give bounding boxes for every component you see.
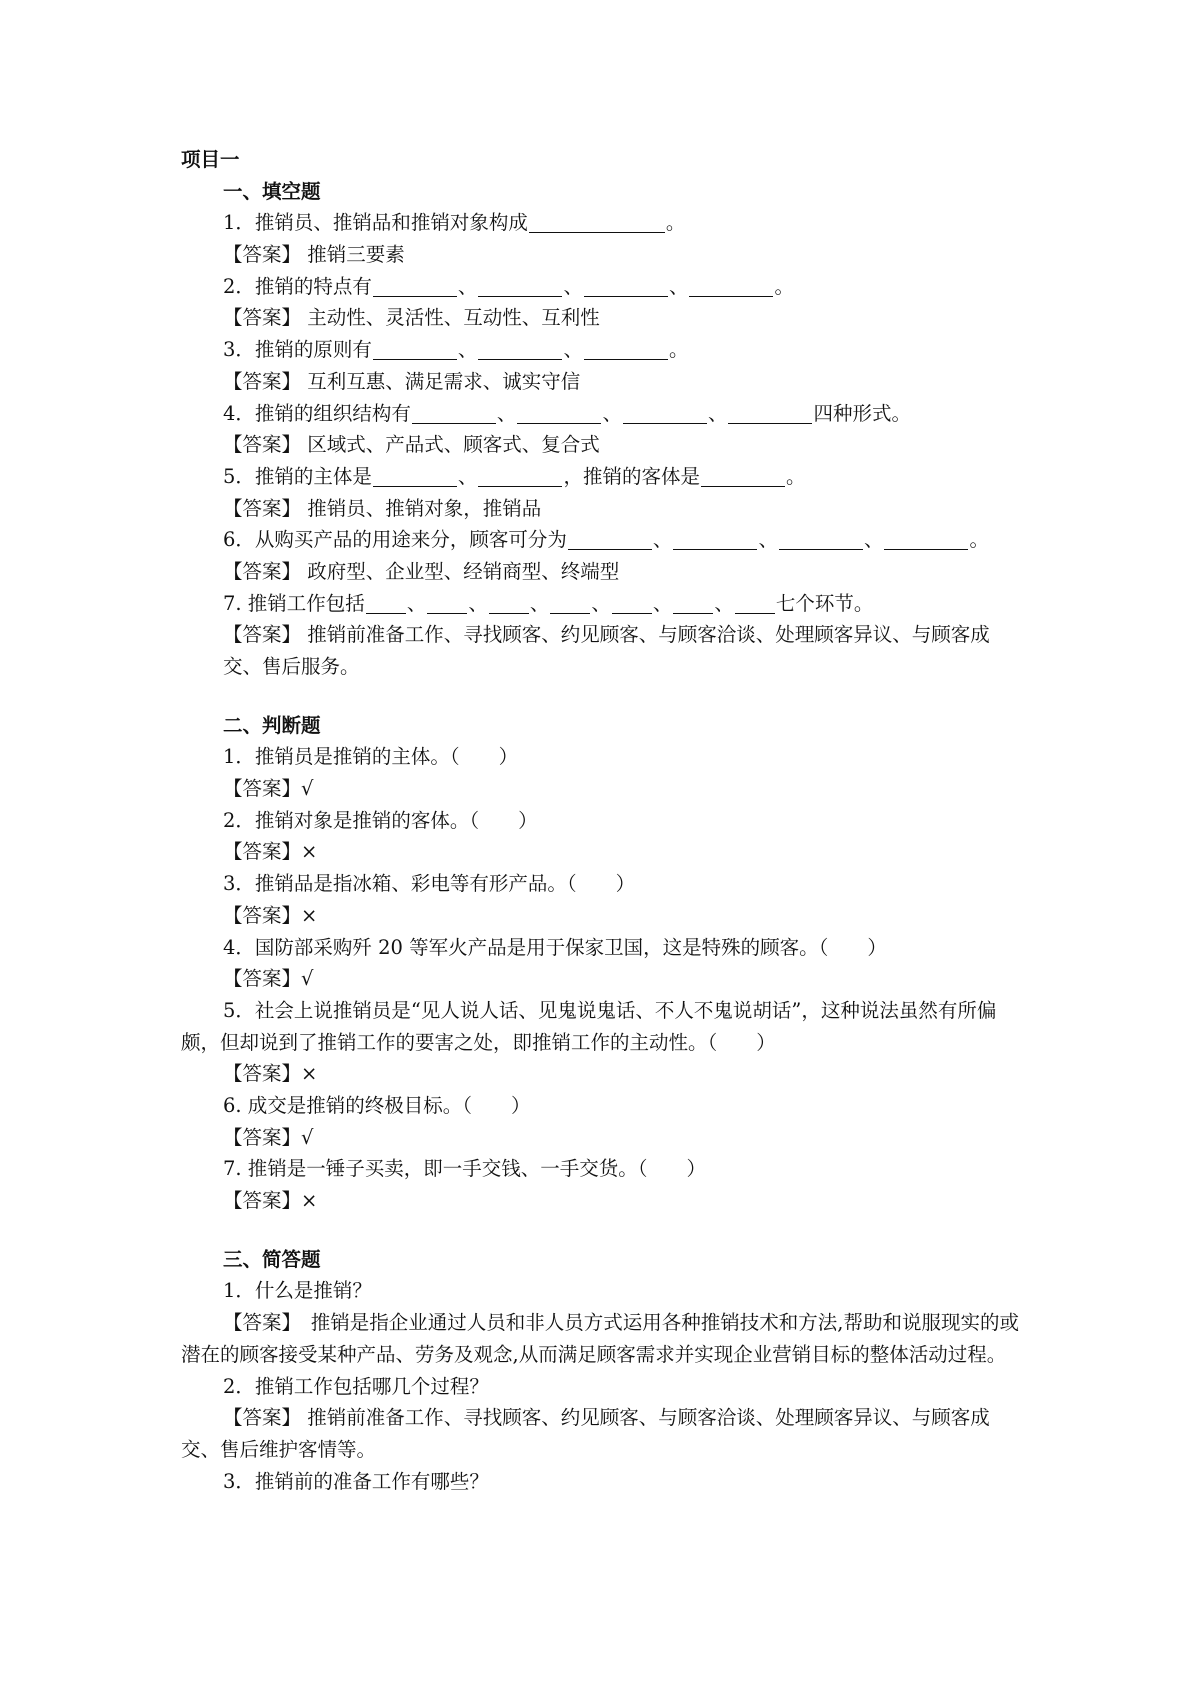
tf-answer-1: 【答案】√	[223, 777, 314, 801]
fill-answer-3: 【答案】 互利互惠、满足需求、诚实守信	[223, 369, 581, 393]
answer-blank	[584, 337, 668, 360]
fill-answer-4: 【答案】 区域式、产品式、顾客式、复合式	[223, 433, 600, 457]
answer-blank	[373, 337, 457, 360]
tf-answer-6: 【答案】√	[223, 1125, 314, 1149]
answer-blank	[489, 591, 529, 614]
answer-blank	[427, 591, 467, 614]
fill-question-6: 6．从购买产品的用途来分，顾客可分为 、 、 、 。	[223, 528, 989, 552]
tf-answer-7: 【答案】×	[223, 1189, 318, 1213]
short-question-1: 1．什么是推销？	[223, 1279, 372, 1303]
tf-question-3: 3．推销品是指冰箱、彩电等有形产品。（ ）	[223, 872, 636, 896]
answer-blank	[529, 210, 665, 233]
answer-blank	[779, 527, 863, 550]
answer-blank	[735, 591, 775, 614]
fill-question-5: 5．推销的主体是 、 ，推销的客体是 。	[223, 464, 806, 488]
short-question-2: 2．推销工作包括哪几个过程？	[223, 1374, 489, 1398]
section-short-answer-heading: 三、简答题	[223, 1247, 321, 1271]
answer-blank	[478, 464, 562, 487]
fill-answer-2: 【答案】 主动性、灵活性、互动性、互利性	[223, 306, 600, 330]
short-question-3: 3．推销前的准备工作有哪些？	[223, 1469, 489, 1493]
fill-answer-5: 【答案】 推销员、推销对象，推销品	[223, 496, 542, 520]
tf-question-7: 7. 推销是一锤子买卖，即一手交钱、一手交货。（ ）	[223, 1157, 707, 1181]
short-answer-2: 【答案】 推销前准备工作、寻找顾客、约见顾客、与顾客洽谈、处理顾客异议、与顾客成交、售后维护客情等。	[181, 1406, 990, 1461]
section-fill-blank-heading: 一、填空题	[223, 179, 321, 203]
answer-blank	[689, 274, 773, 297]
fill-question-2: 2．推销的特点有 、 、 、 。	[223, 274, 794, 298]
tf-answer-4: 【答案】√	[223, 967, 314, 991]
short-answer-1: 【答案】 推销是指企业通过人员和非人员方式运用各种推销技术和方法,帮助和说服现实的或潜在的顾客接受某种产品、劳务及观念,从而满足顾客需求并实现企业营销目标的整体活动过程。	[181, 1311, 1019, 1366]
answer-blank	[412, 401, 496, 424]
answer-blank	[884, 527, 968, 550]
tf-question-5: 5．社会上说推销员是“见人说人话、见鬼说鬼话、不人不鬼说胡话”，这种说法虽然有所偏颇，但却说到了推销工作的要害之处，即推销工作的主动性。（ ）	[181, 998, 997, 1054]
answer-blank	[366, 591, 406, 614]
fill-answer-1: 【答案】 推销三要素	[223, 243, 405, 267]
fill-question-1: 1．推销员、推销品和推销对象构成 。	[223, 211, 686, 235]
tf-answer-2: 【答案】×	[223, 840, 318, 864]
fill-question-3: 3．推销的原则有 、 、 。	[223, 338, 689, 362]
answer-blank	[701, 464, 785, 487]
fill-answer-6: 【答案】 政府型、企业型、经销商型、终端型	[223, 559, 620, 583]
answer-blank	[728, 401, 812, 424]
doc-title: 项目一	[181, 148, 240, 171]
answer-blank	[612, 591, 652, 614]
document-page	[181, 144, 1021, 1497]
answer-blank	[373, 464, 457, 487]
answer-blank	[673, 591, 713, 614]
answer-blank	[568, 527, 652, 550]
answer-blank	[584, 274, 668, 297]
fill-answer-7: 【答案】 推销前准备工作、寻找顾客、约见顾客、与顾客洽谈、处理顾客异议、与顾客成交、售后服务。	[223, 623, 990, 679]
answer-blank	[478, 274, 562, 297]
answer-blank	[373, 274, 457, 297]
answer-blank	[673, 527, 757, 550]
section-true-false-heading: 二、判断题	[223, 713, 321, 737]
tf-answer-3: 【答案】×	[223, 903, 318, 927]
answer-blank	[517, 401, 601, 424]
tf-answer-5: 【答案】×	[223, 1062, 318, 1086]
answer-blank	[550, 591, 590, 614]
tf-question-6: 6. 成交是推销的终极目标。（ ）	[223, 1094, 531, 1117]
tf-question-2: 2．推销对象是推销的客体。（ ）	[223, 808, 538, 832]
tf-question-1: 1．推销员是推销的主体。（ ）	[223, 745, 519, 769]
fill-question-7: 7. 推销工作包括 、 、 、 、 、 、 七个环节。	[223, 591, 874, 615]
answer-blank	[478, 337, 562, 360]
tf-question-4: 4．国防部采购歼 20 等军火产品是用于保家卫国，这是特殊的顾客。（ ）	[223, 935, 887, 959]
fill-question-4: 4．推销的组织结构有 、 、 、 四种形式。	[223, 401, 911, 425]
answer-blank	[623, 401, 707, 424]
